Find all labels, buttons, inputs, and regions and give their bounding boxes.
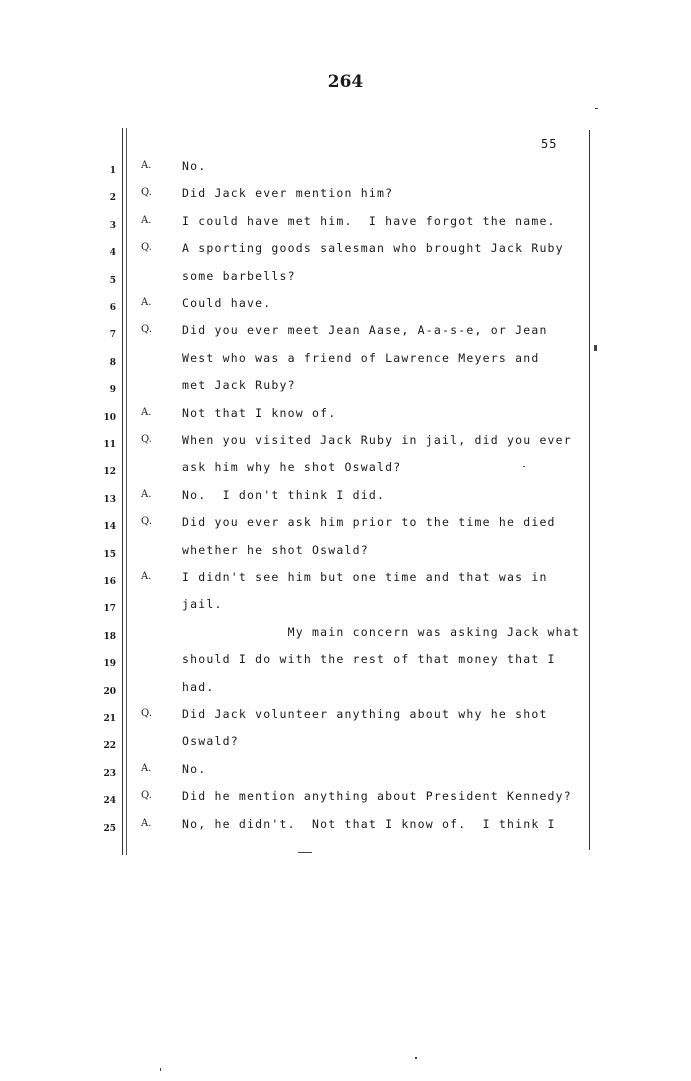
- line-number: 7: [109, 330, 116, 341]
- scan-mark: [595, 108, 598, 109]
- line-text: ask him why he shot Oswald?: [182, 460, 402, 475]
- transcript-line: [0, 159, 691, 179]
- line-number: 1: [109, 166, 116, 176]
- transcript-line: [0, 241, 691, 261]
- line-number: 21: [103, 714, 116, 724]
- line-text: Did you ever meet Jean Aase, A-a-s-e, or Jean: [182, 323, 548, 338]
- line-text: met Jack Ruby?: [182, 378, 296, 393]
- scan-mark: [415, 1057, 417, 1059]
- speaker-label: A.: [141, 762, 152, 774]
- line-number: 5: [109, 275, 116, 286]
- transcript-line: [0, 378, 691, 398]
- transcript-line: [0, 460, 691, 480]
- line-number: 22: [103, 741, 116, 752]
- line-text: Could have.: [182, 296, 272, 310]
- speaker-label: Q.: [141, 434, 152, 445]
- line-number: 8: [109, 357, 116, 368]
- line-number: 4: [109, 248, 116, 259]
- transcript-line: [0, 680, 691, 700]
- line-text: No. I don't think I did.: [182, 487, 386, 502]
- speaker-label: A.: [141, 571, 152, 582]
- speaker-label: Q.: [141, 790, 152, 802]
- line-text: West who was a friend of Lawrence Meyers and: [182, 350, 540, 365]
- line-text: No, he didn't. Not that I know of. I think I: [182, 816, 556, 831]
- line-number: 16: [103, 577, 116, 587]
- line-text: should I do with the rest of that money that I: [182, 652, 556, 667]
- line-text: Did you ever ask him prior to the time he died: [182, 515, 556, 530]
- line-number: 18: [103, 631, 116, 642]
- transcript-line: [0, 269, 691, 289]
- transcript-line: [0, 789, 691, 809]
- transcript-line: [0, 488, 691, 508]
- speaker-label: A.: [141, 160, 152, 171]
- line-text: No.: [182, 761, 207, 776]
- line-number: 17: [103, 604, 116, 615]
- scan-mark: [160, 1068, 161, 1071]
- line-text: had.: [182, 679, 215, 694]
- speaker-label: Q.: [141, 242, 152, 254]
- line-text: jail.: [182, 597, 223, 612]
- transcript-line: [0, 433, 691, 453]
- line-text: Did he mention anything about President Kennedy?: [182, 789, 572, 804]
- line-text: Did Jack volunteer anything about why he shot: [182, 707, 548, 721]
- volume-page-number: 264: [327, 72, 364, 92]
- line-number: 12: [103, 467, 116, 478]
- speaker-label: Q.: [141, 324, 152, 336]
- transcript-line: [0, 323, 691, 343]
- speaker-label: A.: [141, 817, 152, 829]
- transcript-line: [0, 570, 691, 590]
- line-text: Did Jack ever mention him?: [182, 186, 394, 201]
- line-text: When you visited Jack Ruby in jail, did you ever: [182, 433, 572, 447]
- line-text: No.: [182, 159, 207, 173]
- line-text: whether he shot Oswald?: [182, 542, 369, 557]
- line-text: Not that I know of.: [182, 405, 337, 420]
- speaker-label: Q.: [141, 708, 152, 719]
- speaker-label: A.: [141, 214, 152, 226]
- transcript-line: [0, 351, 691, 371]
- line-number: 25: [103, 823, 116, 834]
- line-text: My main concern was asking Jack what: [182, 624, 581, 639]
- line-number: 10: [103, 412, 116, 423]
- line-number: 6: [109, 303, 116, 313]
- speaker-label: A.: [141, 297, 152, 308]
- line-number: 14: [103, 522, 116, 533]
- line-text: I could have met him. I have forgot the name.: [182, 213, 556, 228]
- scan-mark: [298, 852, 312, 853]
- transcript-line: [0, 214, 691, 234]
- line-number: 3: [109, 220, 116, 231]
- transcript-line: [0, 652, 691, 672]
- transcript-line: [0, 762, 691, 782]
- transcript-line: [0, 817, 691, 837]
- speaker-label: Q.: [141, 187, 152, 199]
- line-number: 2: [109, 193, 116, 204]
- scan-mark: [523, 466, 525, 467]
- line-number: 19: [103, 659, 116, 670]
- speaker-label: A.: [141, 406, 152, 418]
- speaker-label: Q.: [141, 516, 152, 528]
- transcript-line: [0, 515, 691, 535]
- line-text: I didn't see him but one time and that was in: [182, 570, 548, 584]
- speaker-label: A.: [141, 488, 152, 500]
- line-number: 13: [103, 494, 116, 505]
- line-number: 24: [103, 796, 116, 807]
- line-number: 11: [103, 440, 116, 450]
- line-number: 20: [103, 686, 116, 697]
- line-text: some barbells?: [182, 268, 296, 283]
- transcript-line: [0, 296, 691, 316]
- scan-mark: [594, 345, 597, 351]
- line-text: A sporting goods salesman who brought Jack Ruby: [182, 241, 564, 256]
- transcript-line: [0, 734, 691, 754]
- line-number: 15: [103, 549, 116, 560]
- transcript-line: [0, 625, 691, 645]
- transcript-line: [0, 186, 691, 206]
- line-number: 9: [109, 385, 116, 396]
- transcript-line: [0, 597, 691, 617]
- transcript-line: [0, 707, 691, 727]
- line-text: Oswald?: [182, 734, 239, 749]
- transcript-page-number: 55: [541, 137, 558, 151]
- transcript-line: [0, 543, 691, 563]
- transcript-line: [0, 406, 691, 426]
- line-number: 23: [103, 768, 116, 779]
